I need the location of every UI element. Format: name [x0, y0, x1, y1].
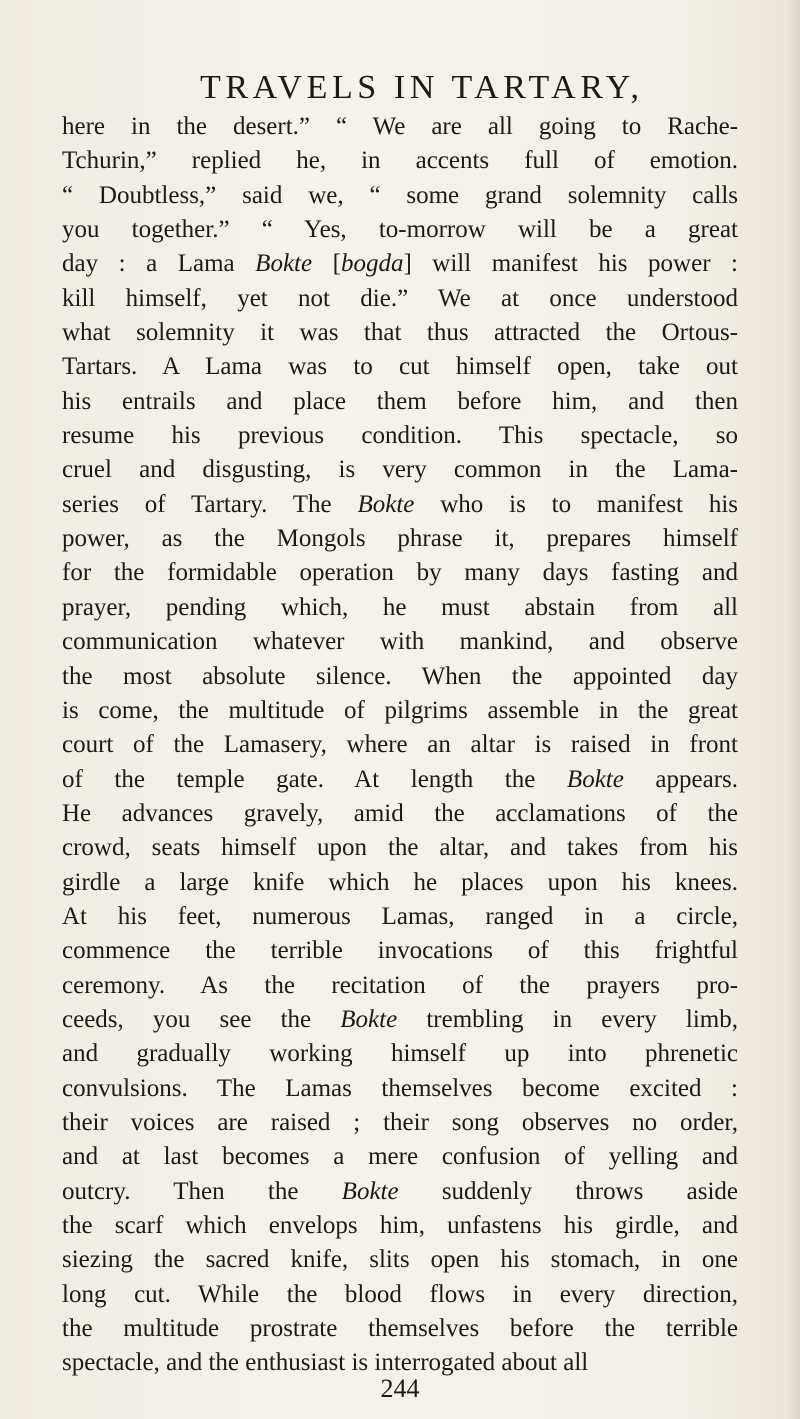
italic-term: bogda: [340, 250, 404, 278]
text-line: cruel and disgusting, is very common in the Lama-: [62, 456, 738, 484]
text-line: here in the desert.” “ We are all going to Rache-: [62, 113, 738, 140]
text-line: the most absolute silence. When the appointed day: [62, 662, 738, 690]
text-line: kill himself, yet not die.” We at once understood: [62, 284, 738, 312]
text-line: his entrails and place them before him, and then: [62, 387, 738, 415]
text-line: for the formidable operation by many days fasting and: [62, 559, 738, 587]
text-line: of the temple gate. At length the Bokte appears.: [62, 765, 738, 793]
text-line: power, as the Mongols phrase it, prepares himself: [62, 525, 738, 553]
italic-term: Bokte: [340, 1005, 398, 1033]
text-line: “ Doubtless,” said we, “ some grand solemnity calls: [62, 181, 738, 209]
text-line: you together.” “ Yes, to-morrow will be a great: [62, 216, 738, 244]
text-line: resume his previous condition. This spectacle, so: [62, 422, 738, 450]
text-line: and at last becomes a mere confusion of yelling and: [62, 1143, 738, 1171]
text-line: Tartars. A Lama was to cut himself open, take out: [62, 353, 738, 381]
text-line: the multitude prostrate themselves before the terrible: [62, 1315, 738, 1343]
text-line: court of the Lamasery, where an altar is raised in front: [62, 731, 738, 759]
text-line: their voices are raised ; their song observes no order,: [62, 1108, 738, 1136]
running-head: TRAVELS IN TARTARY,: [200, 69, 644, 106]
text-line: long cut. While the blood flows in every direction,: [62, 1280, 738, 1308]
text-line: and gradually working himself up into phrenetic: [62, 1040, 738, 1068]
text-line: is come, the multitude of pilgrims assemble in the great: [62, 696, 738, 724]
text-line: the scarf which envelops him, unfastens his girdle, and: [62, 1212, 738, 1239]
text-line: outcry. Then the Bokte suddenly throws aside: [62, 1177, 738, 1205]
text-line: prayer, pending which, he must abstain from all: [62, 593, 738, 621]
text-line: spectacle, and the enthusiast is interrogated about all: [62, 1349, 589, 1377]
text-line: series of Tartary. The Bokte who is to manifest his: [62, 490, 738, 518]
page-number: 244: [380, 1374, 420, 1403]
italic-term: Bokte: [357, 490, 415, 518]
italic-term: Bokte: [566, 765, 624, 793]
body-text: [62, 110, 738, 1381]
text-line: crowd, seats himself upon the altar, and takes from his: [62, 834, 738, 862]
text-line: day : a Lama Bokte [bogda] will manifest his power :: [62, 250, 738, 278]
text-line: communication whatever with mankind, and observe: [62, 628, 738, 656]
text-line: At his feet, numerous Lamas, ranged in a circle,: [62, 902, 738, 930]
text-line: siezing the sacred knife, slits open his stomach, in one: [62, 1246, 738, 1274]
text-line: girdle a large knife which he places upon his knees.: [62, 868, 738, 896]
text-line: He advances gravely, amid the acclamations of the: [62, 799, 738, 827]
text-line: convulsions. The Lamas themselves become excited :: [62, 1074, 738, 1102]
text-line: ceremony. As the recitation of the prayers pro-: [62, 971, 738, 999]
italic-term: Bokte: [255, 250, 313, 278]
text-line: Tchurin,” replied he, in accents full of emotion.: [62, 147, 738, 175]
text-line: commence the terrible invocations of this frightful: [62, 937, 738, 965]
page-edge-shadow: [786, 0, 800, 1419]
text-line: ceeds, you see the Bokte trembling in every limb,: [62, 1005, 738, 1033]
italic-term: Bokte: [341, 1177, 399, 1205]
text-line: what solemnity it was that thus attracted the Ortous-: [62, 319, 738, 347]
